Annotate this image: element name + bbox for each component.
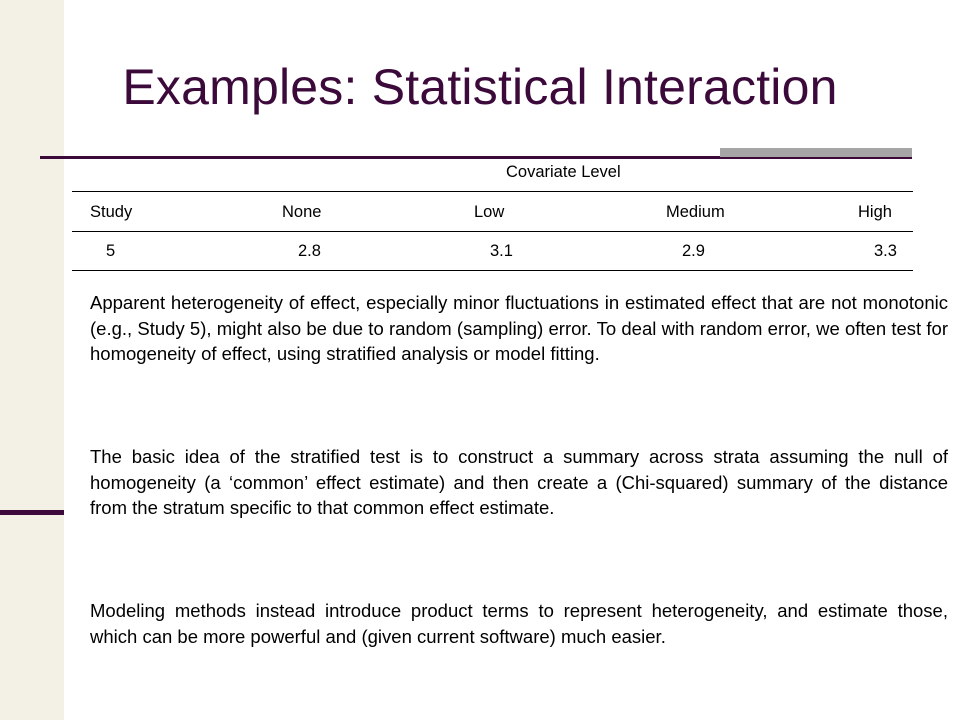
paragraph-heterogeneity: Apparent heterogeneity of effect, especially minor fluctuations in estimated effect that are not monotonic (e.g., Study 5), might also be due to random (sampling) error. To deal with random error, we often test for homogeneity of effect, using stratified analysis or model fitting.: [90, 292, 948, 364]
table-rule-bottom: [72, 270, 913, 271]
table-cell-high: 3.3: [874, 242, 897, 260]
title-underline: [40, 156, 720, 159]
table-cell-study: 5: [106, 242, 116, 260]
table-cell-medium: 2.9: [682, 242, 705, 260]
table-rule-middle: [72, 231, 913, 232]
table-cell-none: 2.8: [298, 242, 321, 260]
column-header-high: High: [858, 203, 892, 221]
title-underline-right: [720, 157, 912, 159]
table-group-header: Covariate Level: [506, 163, 621, 181]
column-header-study: Study: [90, 203, 133, 221]
table-rule-top: [72, 191, 913, 192]
paragraph-modeling-methods: Modeling methods instead introduce product terms to represent heterogeneity, and estimate those, which can be more powerful and (given current software) much easier.: [90, 600, 948, 647]
title-underline-accent: [720, 148, 912, 157]
column-header-medium: Medium: [666, 203, 725, 221]
paragraph-stratified-test: The basic idea of the stratified test is to construct a summary across strata assuming the null of homogeneity (a ‘common’ effect estimate) and then create a (Chi-squared) summary of the distance from the stratum specific to that common effect estimate.: [90, 446, 948, 518]
table-cell-low: 3.1: [490, 242, 513, 260]
column-header-none: None: [282, 203, 322, 221]
side-accent-bar: [0, 510, 64, 515]
column-header-low: Low: [474, 203, 505, 221]
slide-title: Examples: Statistical Interaction: [122, 59, 838, 115]
